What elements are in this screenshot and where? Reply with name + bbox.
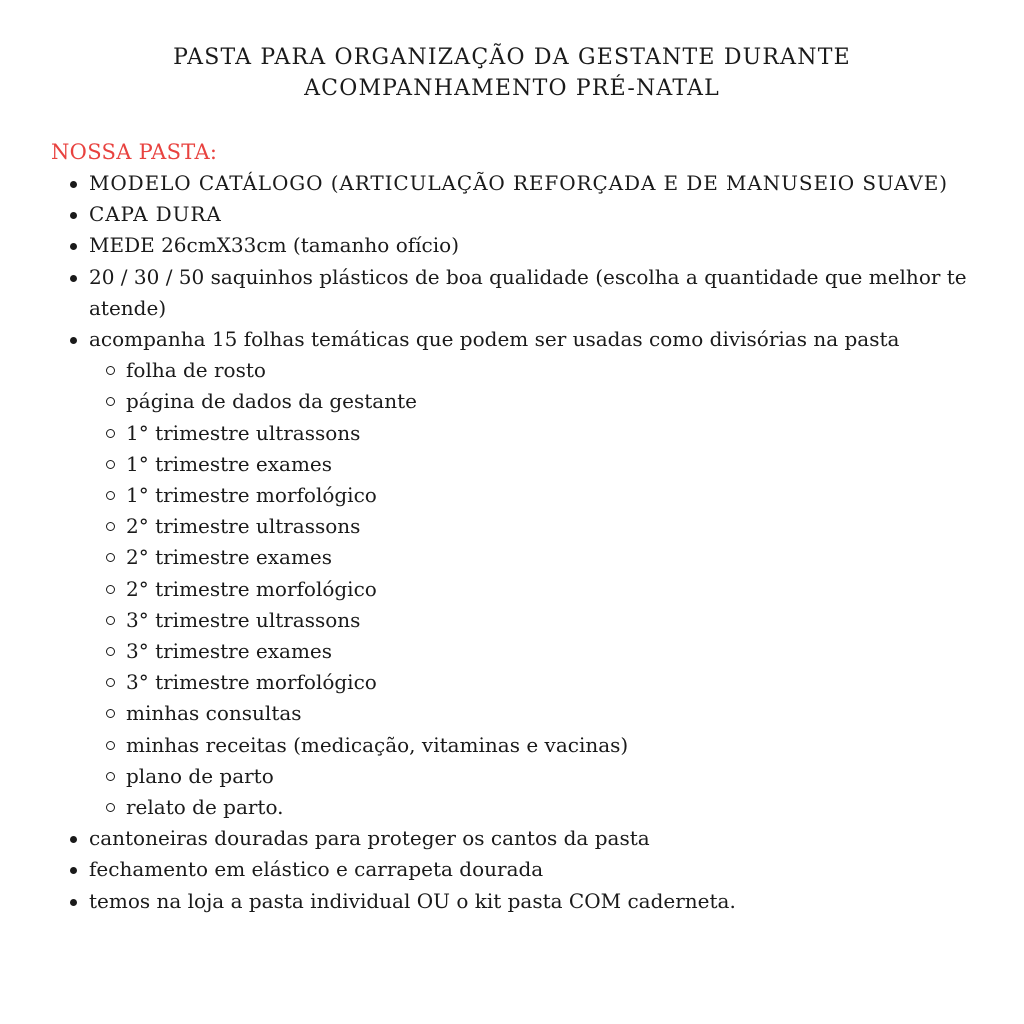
list-item-text: cantoneiras douradas para proteger os cantos da pasta bbox=[89, 826, 650, 851]
list-item bbox=[70, 886, 1000, 917]
list-item-text: CAPA DURA bbox=[89, 202, 222, 227]
circle-bullet-icon bbox=[106, 429, 115, 438]
list-item-text: MEDE 26cmX33cm (tamanho ofício) bbox=[89, 233, 459, 258]
sub-list-item-text: 1° trimestre morfológico bbox=[126, 483, 377, 508]
list-item-text: fechamento em elástico e carrapeta dourada bbox=[89, 857, 544, 882]
sub-list-item-text: minhas receitas (medicação, vitaminas e vacinas) bbox=[126, 732, 629, 757]
sub-list-item bbox=[70, 449, 1000, 480]
circle-bullet-icon bbox=[106, 616, 115, 625]
circle-bullet-icon bbox=[106, 491, 115, 500]
list-item-text: MODELO CATÁLOGO (ARTICULAÇÃO REFORÇADA E DE MANUSEIO SUAVE) bbox=[89, 171, 948, 195]
sub-list-item-text: 3° trimestre morfológico bbox=[126, 670, 377, 695]
sub-list-item-text: página de dados da gestante bbox=[126, 389, 417, 414]
list-item bbox=[70, 230, 1000, 261]
circle-bullet-icon bbox=[106, 741, 115, 750]
list-item bbox=[70, 262, 1000, 324]
sub-list-item-text: relato de parto. bbox=[126, 795, 284, 820]
bullet-icon bbox=[70, 275, 77, 282]
bullet-icon bbox=[70, 181, 77, 188]
thematic-sheets-list bbox=[70, 355, 1000, 823]
list-item-text: 20 / 30 / 50 saquinhos plásticos de boa qualidade (escolha a quantidade que melhor te atende) bbox=[89, 264, 967, 320]
list-item-text: acompanha 15 folhas temáticas que podem ser usadas como divisórias na pasta bbox=[89, 327, 900, 352]
bullet-icon bbox=[70, 337, 77, 344]
sub-list-item-text: 3° trimestre ultrassons bbox=[126, 607, 361, 632]
sub-list-item-text: 1° trimestre ultrassons bbox=[126, 420, 361, 445]
sub-list-item bbox=[70, 574, 1000, 605]
bullet-icon bbox=[70, 212, 77, 219]
sub-list-item bbox=[70, 636, 1000, 667]
sub-list-item bbox=[70, 355, 1000, 386]
sub-list-item bbox=[70, 418, 1000, 449]
sub-list-item bbox=[70, 698, 1000, 729]
circle-bullet-icon bbox=[106, 803, 115, 812]
section-label: NOSSA PASTA: bbox=[51, 140, 218, 164]
list-item bbox=[70, 168, 1000, 199]
sub-list-item bbox=[70, 667, 1000, 698]
sub-list-item bbox=[70, 511, 1000, 542]
bullet-icon bbox=[70, 867, 77, 874]
sub-list-item bbox=[70, 730, 1000, 761]
features-list bbox=[70, 168, 1000, 917]
sub-list-item bbox=[70, 386, 1000, 417]
circle-bullet-icon bbox=[106, 647, 115, 656]
list-item-text: temos na loja a pasta individual OU o kit pasta COM caderneta. bbox=[89, 888, 736, 913]
sub-list-item-text: 3° trimestre exames bbox=[126, 639, 333, 664]
sub-list-item-text: minhas consultas bbox=[126, 701, 302, 726]
sub-list-item bbox=[70, 542, 1000, 573]
circle-bullet-icon bbox=[106, 772, 115, 781]
sub-list-item-text: 1° trimestre exames bbox=[126, 451, 333, 476]
sub-list-item-text: folha de rosto bbox=[126, 358, 266, 383]
sub-list-item bbox=[70, 605, 1000, 636]
list-item bbox=[70, 854, 1000, 885]
document-title: PASTA PARA ORGANIZAÇÃO DA GESTANTE DURANTE ACOMPANHAMENTO PRÉ-NATAL bbox=[173, 45, 851, 101]
bullet-icon bbox=[70, 836, 77, 843]
sub-list-item bbox=[70, 480, 1000, 511]
list-item bbox=[70, 199, 1000, 230]
sub-list-item-text: plano de parto bbox=[126, 763, 274, 788]
bullet-icon bbox=[70, 243, 77, 250]
sub-list-item-text: 2° trimestre morfológico bbox=[126, 576, 377, 601]
list-item bbox=[70, 324, 1000, 355]
sub-list-item bbox=[70, 761, 1000, 792]
bullet-icon bbox=[70, 899, 77, 906]
sub-list-item bbox=[70, 792, 1000, 823]
sub-list-item-text: 2° trimestre ultrassons bbox=[126, 514, 361, 539]
circle-bullet-icon bbox=[106, 460, 115, 469]
sub-list-item-text: 2° trimestre exames bbox=[126, 545, 333, 570]
circle-bullet-icon bbox=[106, 585, 115, 594]
list-item bbox=[70, 823, 1000, 854]
